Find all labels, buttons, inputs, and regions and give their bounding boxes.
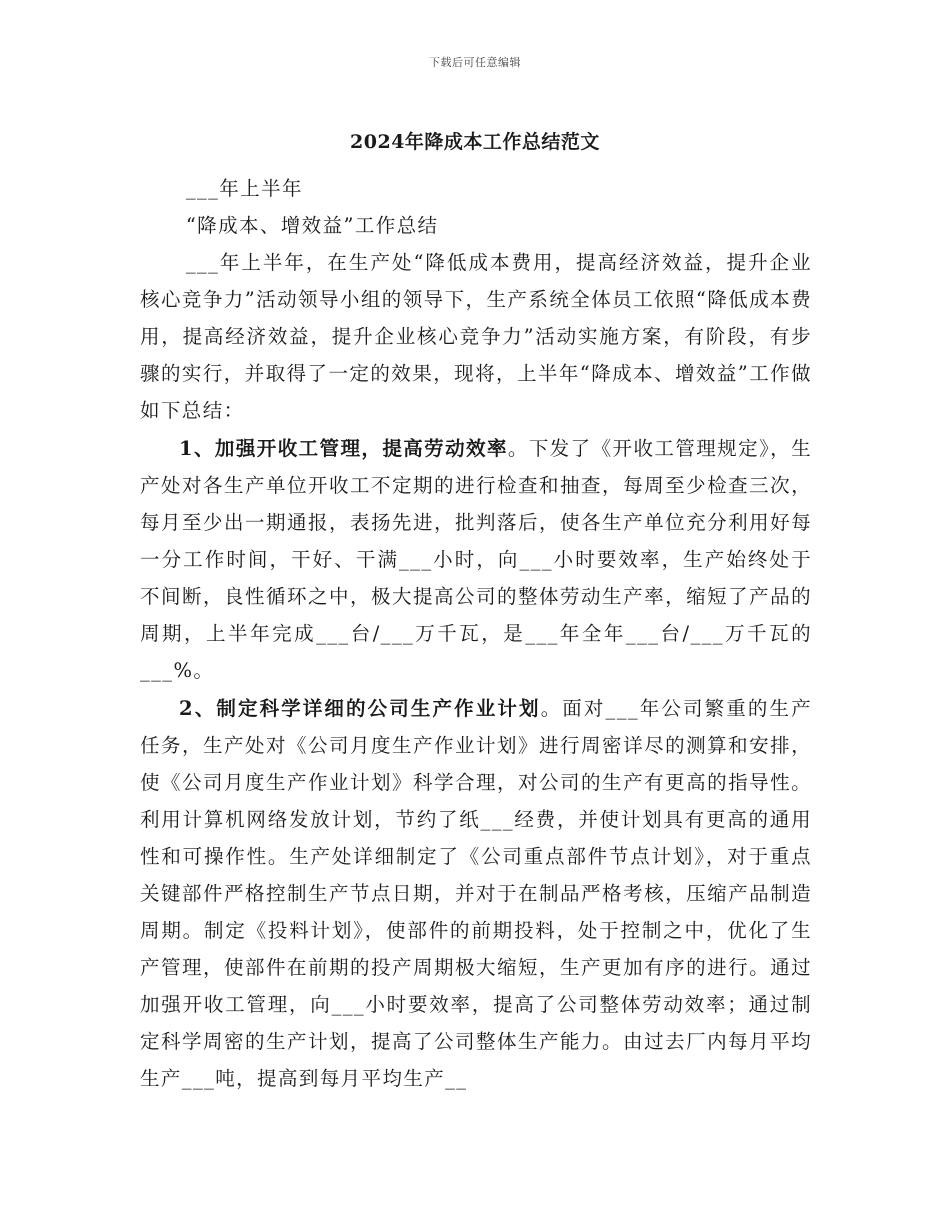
section-2-text: 。面对___年公司繁重的生产任务，生产处对《公司月度生产作业计划》进行周密详尽的测算和安排，使《公司月度生产作业计划》科学合理，对公司的生产有更高的指导性。利用计算机网络发放计划，节约了纸___经费，并使计划具有更高的通用性和可操作性。生产处详细制定了《公司重点部件节点计划》，对于重点关键部件严格控制生产节点日期，并对于在制品严格考核，压缩产品制造周期。制定《投料计划》，使部件的前期投料，处于控制之中，优化了生产管理，使部件在前期的投产周期极大缩短，生产更加有序的进行。通过加强开收工管理，向___小时要效率，提高了公司整体劳动效率；通过制定科学周密的生产计划，提高了公司整体生产能力。由过去厂内每月平均生产___吨，提高到每月平均生产__	[140, 697, 812, 1090]
section-2-paragraph	[140, 690, 812, 1097]
header-note: 下载后可任意编辑	[429, 56, 521, 69]
section-1-text: 。下发了《开收工管理规定》，生产处对各生产单位开收工不定期的进行检查和抽查，每周至少检查三次，每月至少出一期通报，表扬先进，批判落后，使各生产单位充分利用好每一分工作时间，干好、干满___小时，向___小时要效率，生产始终处于不间断，良性循环之中，极大提高公司的整体劳动生产率，缩短了产品的周期，上半年完成___台/___万千瓦，是___年全年___台/___万千瓦的___%。	[140, 437, 812, 682]
section-1-heading: 1、加强开收工管理，提高劳动效率	[179, 437, 508, 460]
document-body	[140, 170, 812, 1097]
section-1-paragraph	[140, 430, 812, 689]
page-title: 2024年降成本工作总结范文	[350, 131, 600, 153]
subtitle-line-2: “降成本、增效益”工作总结	[185, 214, 439, 237]
subtitle-line-1: ___年上半年	[185, 177, 303, 200]
intro-paragraph: ___年上半年，在生产处“降低成本费用，提高经济效益，提升企业核心竞争力”活动领导小组的领导下，生产系统全体员工依照“降低成本费用，提高经济效益，提升企业核心竞争力”活动实施方案，有阶段，有步骤的实行，并取得了一定的效果，现将，上半年“降成本、增效益”工作做如下总结：	[140, 251, 812, 422]
section-2-heading: 2、制定科学详细的公司生产作业计划	[179, 697, 541, 720]
